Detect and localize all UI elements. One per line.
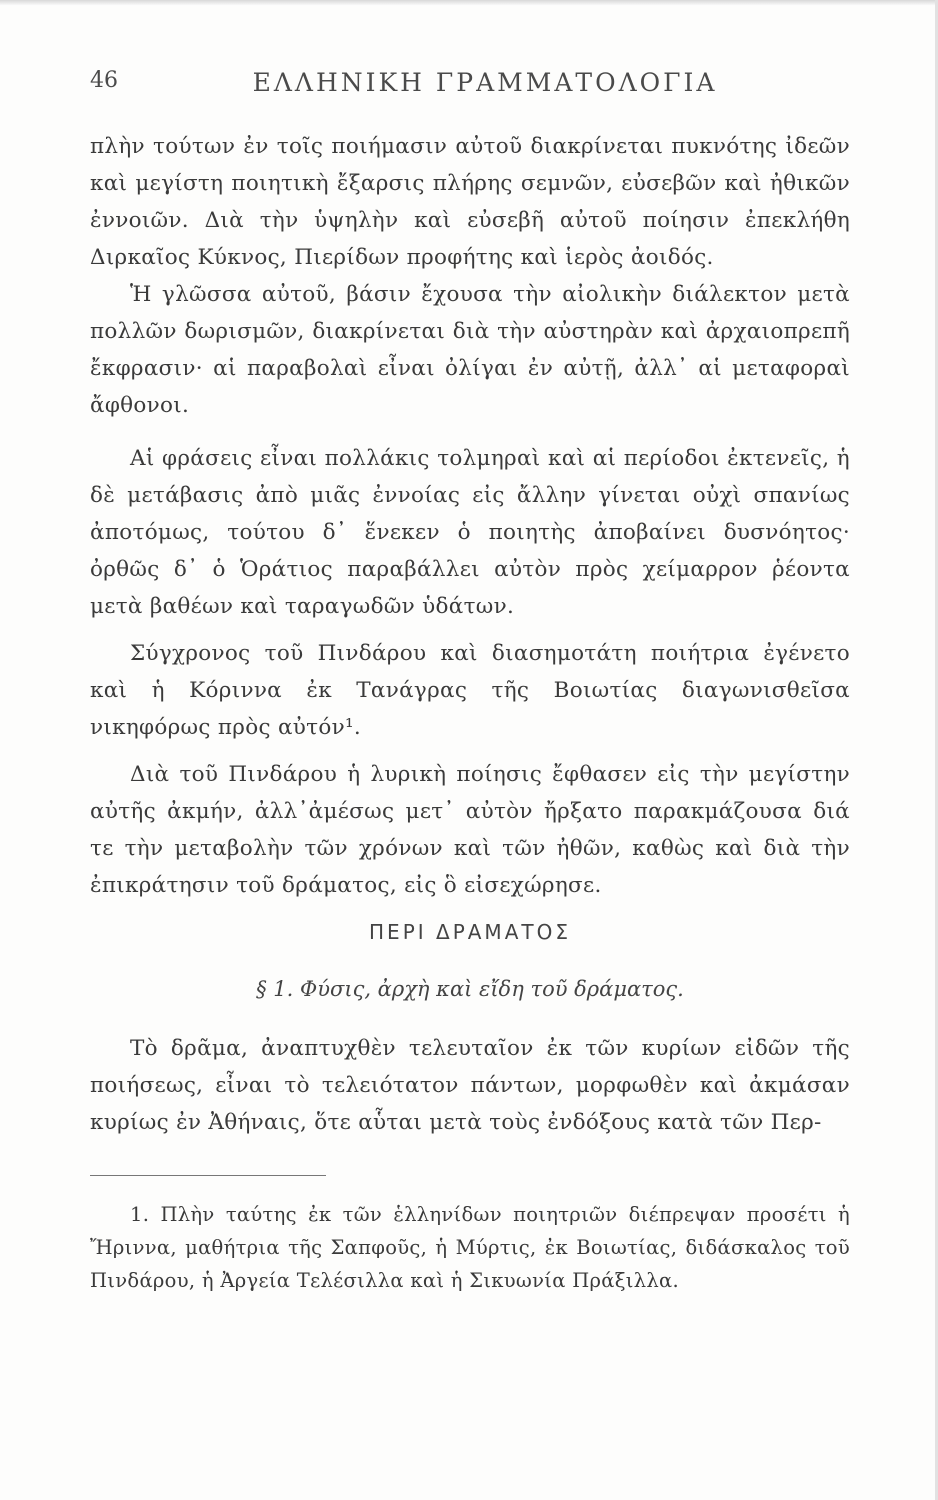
section-paragraph: Τὸ δρᾶμα, ἀναπτυχθὲν τελευταῖον ἐκ τῶν κυρίων εἰδῶν τῆς ποιήσεως, εἶναι τὸ τελειότατον πάντων, μορφωθὲν καὶ ἀκμάσαν κυρίως ἐν Ἀθήναις, ὅτε αὗται μετὰ τοὺς ἐνδόξους κατὰ τῶν Περ- (90, 1036, 850, 1135)
body-text (90, 128, 850, 904)
section-body (90, 1030, 850, 1141)
footnote-text: 1. Πλὴν ταύτης ἐκ τῶν ἑλληνίδων ποιητριῶν διέπρεψαν προσέτι ἡ Ἤριννα, μαθήτρια τῆς Σαπφοῦς, ἡ Μύρτις, ἐκ Βοιωτίας, διδάσκαλος τοῦ Πινδάρου, ἡ Ἀργεία Τελέσιλλα καὶ ἡ Σικυωνία Πράξιλλα. (90, 1203, 850, 1292)
page-header (90, 68, 860, 102)
footnote-rule (90, 1175, 326, 1176)
section-heading: ΠΕΡΙ ΔΡΑΜΑΤΟΣ (369, 920, 571, 944)
footnote (90, 1198, 850, 1297)
subsection-heading: § 1. Φύσις, ἀρχὴ καὶ εἴδη τοῦ δράματος. (256, 977, 684, 1001)
paragraph-1: πλὴν τούτων ἐν τοῖς ποιήμασιν αὐτοῦ διακρίνεται πυκνότης ἰδεῶν καὶ μεγίστη ποιητικὴ ἔξαρσις πλήρης σεμνῶν, εὐσεβῶν καὶ ἠθικῶν ἐννοιῶν. Διὰ τὴν ὑψηλὴν καὶ εὐσεβῆ αὐτοῦ ποίησιν ἐπεκλήθη Διρκαῖος Κύκνος, Πιερίδων προφήτης καὶ ἱερὸς ἀοιδός. (90, 134, 850, 270)
page-number: 46 (90, 68, 118, 93)
page-top-edge (0, 0, 938, 6)
running-head: ΕΛΛΗΝΙΚΗ ΓΡΑΜΜΑΤΟΛΟΓΙΑ (252, 68, 718, 97)
paragraph-5: Διὰ τοῦ Πινδάρου ἡ λυρικὴ ποίησις ἔφθασεν εἰς τὴν μεγίστην αὐτῆς ἀκμήν, ἀλλ᾽ἀμέσως μετ᾽ αὐτὸν ἤρξατο παρακμάζουσα διά τε τὴν μεταβολὴν τῶν χρόνων καὶ τῶν ἠθῶν, καθὼς καὶ διὰ τὴν ἐπικράτησιν τοῦ δράματος, εἰς ὃ εἰσεχώρησε. (90, 762, 850, 898)
paragraph-2: Ἡ γλῶσσα αὐτοῦ, βάσιν ἔχουσα τὴν αἰολικὴν διάλεκτον μετὰ πολλῶν δωρισμῶν, διακρίνεται διὰ τὴν αὐστηρὰν καὶ ἀρχαιοπρεπῆ ἔκφρασιν· αἱ παραβολαὶ εἶναι ὀλίγαι ἐν αὐτῇ, ἀλλ᾽ αἱ μεταφοραὶ ἄφθονοι. (90, 282, 850, 418)
paragraph-4: Σύγχρονος τοῦ Πινδάρου καὶ διασημοτάτη ποιήτρια ἐγένετο καὶ ἡ Κόριννα ἐκ Τανάγρας τῆς Βοιωτίας διαγωνισθεῖσα νικηφόρως πρὸς αὐτόν¹. (90, 641, 850, 740)
paragraph-3: Αἱ φράσεις εἶναι πολλάκις τολμηραὶ καὶ αἱ περίοδοι ἐκτενεῖς, ἡ δὲ μετάβασις ἀπὸ μιᾶς ἐννοίας εἰς ἄλλην γίνεται οὐχὶ σπανίως ἀποτόμως, τούτου δ᾽ ἕνεκεν ὁ ποιητὴς ἀποβαίνει δυσνόητος· ὀρθῶς δ᾽ ὁ Ὁράτιος παραβάλλει αὐτὸν πρὸς χείμαρρον ῥέοντα μετὰ βαθέων καὶ ταραγωδῶν ὑδάτων. (90, 446, 850, 619)
